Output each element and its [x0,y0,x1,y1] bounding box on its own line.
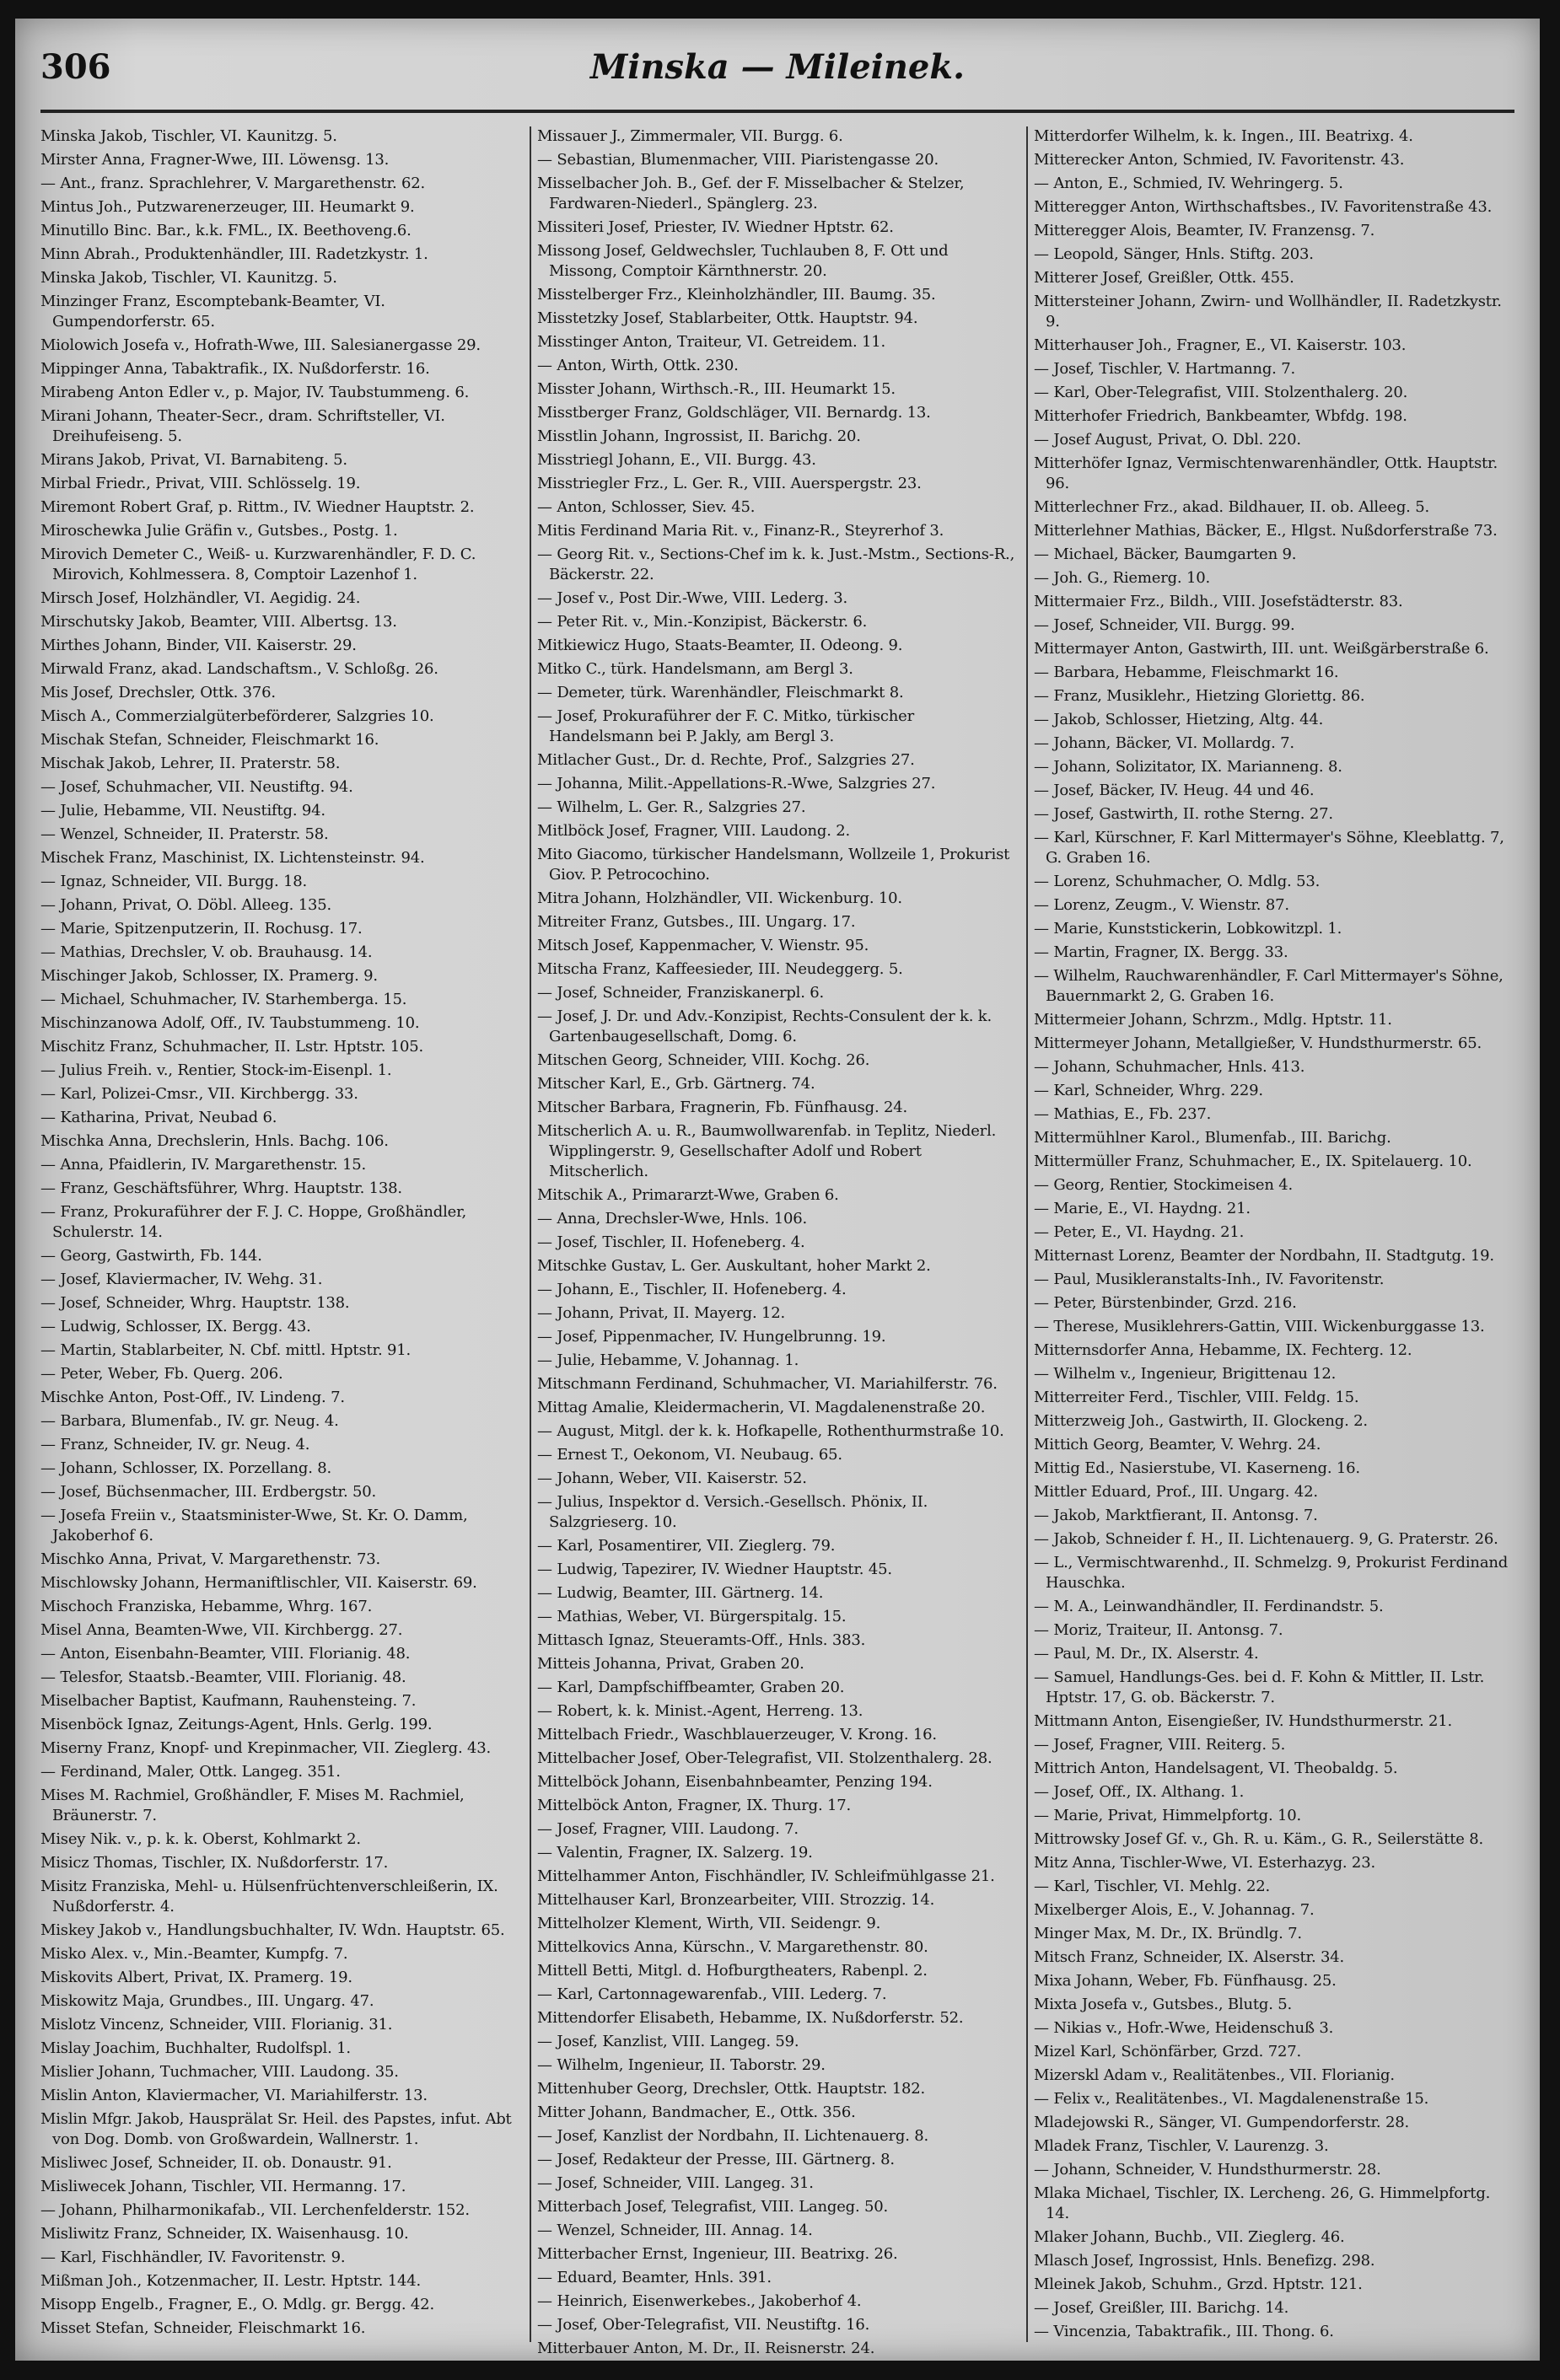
directory-entry: Minzinger Franz, Escomptebank-Beamter, VI. Gumpendorferstr. 65. [40,293,385,330]
directory-entry: Mirans Jakob, Privat, VI. Barnabiteng. 5. [40,451,347,469]
directory-entry: Mito Giacomo, türkischer Handelsmann, Wollzeile 1, Prokurist Giov. P. Petrocochino. [537,846,1010,884]
column-divider [1026,126,1028,2342]
directory-entry: — Karl, Cartonnagewarenfab., VIII. Lederg. 7. [537,1985,887,2003]
directory-entry: Mises M. Rachmiel, Großhändler, F. Mises M. Rachmiel, Bräunerstr. 7. [40,1786,465,1824]
directory-entry: — Valentin, Fragner, IX. Salzerg. 19. [537,1844,813,1862]
directory-entry: Mitterecker Anton, Schmied, IV. Favoritenstr. 43. [1034,151,1405,169]
directory-entry: — Franz, Prokuraführer der F. J. C. Hoppe, Großhändler, Schulerstr. 14. [40,1203,467,1241]
directory-entry: Mischlowsky Johann, Hermaniftlischler, VII. Kaiserstr. 69. [40,1574,477,1592]
directory-entry: Misey Nik. v., p. k. k. Oberst, Kohlmarkt 2. [40,1830,361,1848]
directory-entry: Missong Josef, Geldwechsler, Tuchlauben 8, F. Ott und Missong, Comptoir Kärnthnerstr. 20. [537,242,949,280]
directory-entry: Mischinger Jakob, Schlosser, IX. Pramerg. 9. [40,967,378,985]
directory-entry: Mittendorfer Elisabeth, Hebamme, IX. Nußdorferstr. 52. [537,2009,964,2027]
directory-entry: Mintus Joh., Putzwarenerzeuger, III. Heumarkt 9. [40,198,415,216]
directory-entry: — Johanna, Milit.-Appellations-R.-Wwe, Salzgries 27. [537,775,936,792]
directory-entry: Mitz Anna, Tischler-Wwe, VI. Esterhazyg. 23. [1034,1854,1375,1872]
directory-entry: Missiteri Josef, Priester, IV. Wiedner Hptstr. 62. [537,218,894,236]
directory-entry: — Josef, Off., IX. Althang. 1. [1034,1783,1245,1801]
directory-entry: Mittelböck Anton, Fragner, IX. Thurg. 17. [537,1797,852,1814]
directory-entry: — Therese, Musiklehrers-Gattin, VIII. Wickenburggasse 13. [1034,1318,1485,1335]
directory-entry: — Wenzel, Schneider, II. Praterstr. 58. [40,825,329,843]
directory-entry: Mitterlehner Mathias, Bäcker, E., Hlgst. Nußdorferstraße 73. [1034,522,1498,540]
directory-entry: — Heinrich, Eisenwerkebes., Jakoberhof 4. [537,2292,862,2310]
directory-entry: Mitschmann Ferdinand, Schuhmacher, VI. Mariahilferstr. 76. [537,1375,998,1393]
directory-entry: — Vincenzia, Tabaktrafik., III. Thong. 6. [1034,2323,1334,2340]
directory-entry: Mixelberger Alois, E., V. Johannag. 7. [1034,1901,1315,1919]
directory-entry: Mitkiewicz Hugo, Staats-Beamter, II. Odeong. 9. [537,637,903,654]
directory-entry: — Karl, Ober-Telegrafist, VIII. Stolzenthalerg. 20. [1034,384,1408,401]
directory-entry: — Michael, Schuhmacher, IV. Starhemberga. 15. [40,991,407,1008]
directory-entry: Mladejowski R., Sänger, VI. Gumpendorferstr. 28. [1034,2114,1409,2131]
directory-entry: — Mathias, E., Fb. 237. [1034,1105,1212,1123]
directory-entry: Misstlin Johann, Ingrossist, II. Barichg. 20. [537,427,861,445]
directory-entry: Misstriegler Frz., L. Ger. R., VIII. Auerspergstr. 23. [537,475,922,492]
directory-entry: — Paul, M. Dr., IX. Alserstr. 4. [1034,1645,1259,1663]
directory-entry: Misliwitz Franz, Schneider, IX. Waisenhausg. 10. [40,2225,409,2243]
directory-page [15,19,1540,2361]
directory-entry: Mlaka Michael, Tischler, IX. Lercheng. 26, G. Himmelpfortg. 14. [1034,2184,1491,2222]
directory-entry: — August, Mitgl. der k. k. Hofkapelle, Rothenthurmstraße 10. [537,1422,1004,1440]
directory-entry: Mlaker Johann, Buchb., VII. Zieglerg. 46. [1034,2228,1345,2246]
directory-entry: — Peter, Weber, Fb. Querg. 206. [40,1365,283,1383]
directory-entry: Mizel Karl, Schönfärber, Grzd. 727. [1034,2043,1301,2060]
page-header [40,47,1514,99]
directory-entry: Misset Stefan, Schneider, Fleischmarkt 16. [40,2319,366,2337]
directory-entry: — Jakob, Marktfierant, II. Antonsg. 7. [1034,1507,1318,1524]
directory-entry: Mirthes Johann, Binder, VII. Kaiserstr. 29. [40,637,357,654]
column-3 [1034,126,1516,2342]
directory-entry: — Josef, Schneider, Whrg. Hauptstr. 138. [40,1294,350,1312]
directory-entry: Mitterbauer Anton, M. Dr., II. Reisnerstr. 24. [537,2340,875,2357]
directory-entry: Misstinger Anton, Traiteur, VI. Getreidem. 11. [537,333,886,351]
directory-entry: Mirbal Friedr., Privat, VIII. Schlösselg. 19. [40,475,361,492]
directory-entry: Mittrich Anton, Handelsagent, VI. Theobaldg. 5. [1034,1759,1398,1777]
directory-entry: — Ernest T., Oekonom, VI. Neubaug. 65. [537,1446,842,1464]
directory-entry: Mlasch Josef, Ingrossist, Hnls. Benefizg. 298. [1034,2252,1375,2270]
directory-entry: — Leopold, Sänger, Hnls. Stiftg. 203. [1034,245,1314,263]
directory-entry: Mitscher Karl, E., Grb. Gärtnerg. 74. [537,1075,815,1093]
directory-entry: — Johann, Schlosser, IX. Porzellang. 8. [40,1459,332,1477]
directory-entry: Misliwecek Johann, Tischler, VII. Hermanng. 17. [40,2178,406,2195]
directory-entry: Mis Josef, Drechsler, Ottk. 376. [40,684,276,701]
directory-entry: Mitra Johann, Holzhändler, VII. Wickenburg. 10. [537,889,902,907]
directory-entry: Mischoch Franziska, Hebamme, Whrg. 167. [40,1598,373,1615]
directory-entry: Mixa Johann, Weber, Fb. Fünfhausg. 25. [1034,1972,1337,1990]
directory-entry: Misselbacher Joh. B., Gef. der F. Misselbacher & Stelzer, Fardwaren-Niederl., Spänglerg. 23. [537,175,965,212]
directory-entry: — Julie, Hebamme, V. Johannag. 1. [537,1351,799,1369]
directory-entry: Mittermeyer Johann, Metallgießer, V. Hundsthurmerstr. 65. [1034,1034,1482,1052]
directory-entry: — Barbara, Blumenfab., IV. gr. Neug. 4. [40,1412,339,1430]
directory-entry: Misster Johann, Wirthsch.-R., III. Heumarkt 15. [537,380,896,398]
directory-entry: — Martin, Stablarbeiter, N. Cbf. mittl. Hptstr. 91. [40,1341,412,1359]
directory-entry: Mitternast Lorenz, Beamter der Nordbahn, II. Stadtgutg. 19. [1034,1247,1494,1265]
directory-entry: Mitschen Georg, Schneider, VIII. Kochg. 26. [537,1051,870,1069]
directory-entry: — Ludwig, Schlosser, IX. Bergg. 43. [40,1318,311,1335]
directory-entry: Mittermayer Anton, Gastwirth, III. unt. Weißgärberstraße 6. [1034,640,1489,658]
directory-entry: Mittersteiner Johann, Zwirn- und Wollhändler, II. Radetzkystr. 9. [1034,293,1502,330]
directory-entry: — Paul, Musikleranstalts-Inh., IV. Favoritenstr. [1034,1271,1385,1288]
directory-entry: — Demeter, türk. Warenhändler, Fleischmarkt 8. [537,684,904,701]
directory-entry: Mittermüller Franz, Schuhmacher, E., IX. Spitelauerg. 10. [1034,1152,1472,1170]
directory-entry: Minn Abrah., Produktenhändler, III. Radetzkystr. 1. [40,245,428,263]
directory-entry: — Julius, Inspektor d. Versich.-Gesellsch. Phönix, II. Salzgrieserg. 10. [537,1493,928,1531]
directory-entry: Mixta Josefa v., Gutsbes., Blutg. 5. [1034,1996,1293,2013]
directory-entry: Mitterreiter Ferd., Tischler, VIII. Feldg. 15. [1034,1389,1359,1406]
directory-entry: Misstelberger Frz., Kleinholzhändler, III. Baumg. 35. [537,286,936,304]
directory-entry: Mittelhauser Karl, Bronzearbeiter, VIII. Strozzig. 14. [537,1891,935,1909]
directory-entry: Mitlacher Gust., Dr. d. Rechte, Prof., Salzgries 27. [537,751,915,769]
directory-entry: — Karl, Dampfschiffbeamter, Graben 20. [537,1679,845,1696]
directory-entry: — Josef, Büchsenmacher, III. Erdbergstr. 50. [40,1483,377,1501]
directory-entry: — Josef, Schuhmacher, VII. Neustiftg. 94. [40,778,353,796]
directory-entry: — Sebastian, Blumenmacher, VIII. Piaristengasse 20. [537,151,939,169]
directory-entry: Mislier Johann, Tuchmacher, VIII. Laudong. 35. [40,2063,399,2081]
directory-entry: Mleinek Jakob, Schuhm., Grzd. Hptstr. 121. [1034,2275,1363,2293]
directory-entry: Misel Anna, Beamten-Wwe, VII. Kirchbergg. 27. [40,1621,403,1639]
directory-entry: Mladek Franz, Tischler, V. Laurenzg. 3. [1034,2137,1329,2155]
directory-entry: Mislin Anton, Klaviermacher, VI. Mariahilferstr. 13. [40,2087,428,2104]
directory-entry: — Franz, Schneider, IV. gr. Neug. 4. [40,1436,310,1453]
directory-entry: — Josef, Fragner, VIII. Laudong. 7. [537,1820,799,1838]
directory-entry: Mittelkovics Anna, Kürschn., V. Margarethenstr. 80. [537,1938,928,1956]
directory-entry: — Karl, Schneider, Whrg. 229. [1034,1082,1263,1099]
directory-entry: Mischka Anna, Drechslerin, Hnls. Bachg. 106. [40,1132,389,1150]
directory-entry: — Michael, Bäcker, Baumgarten 9. [1034,545,1297,563]
directory-entry: Mittmann Anton, Eisengießer, IV. Hundsthurmerstr. 21. [1034,1712,1453,1730]
directory-entry: Mittelholzer Klement, Wirth, VII. Seidengr. 9. [537,1915,881,1932]
directory-entry: — Joh. G., Riemerg. 10. [1034,569,1210,587]
directory-entry: — Katharina, Privat, Neubad 6. [40,1109,277,1126]
running-head: Minska — Mileinek. [589,47,966,87]
directory-entry: Mittelbach Friedr., Waschblauerzeuger, V. Krong. 16. [537,1726,937,1743]
directory-entry: Mitternsdorfer Anna, Hebamme, IX. Fechterg. 12. [1034,1341,1412,1359]
directory-entry: — Josef, Tischler, II. Hofeneberg. 4. [537,1233,805,1251]
directory-entry: Mittenhuber Georg, Drechsler, Ottk. Hauptstr. 182. [537,2080,926,2098]
directory-entry: — Julie, Hebamme, VII. Neustiftg. 94. [40,802,325,819]
directory-entry: — Mathias, Drechsler, V. ob. Brauhausg. 14. [40,943,373,961]
directory-entry: — Georg, Rentier, Stockimeisen 4. [1034,1176,1294,1194]
directory-entry: — Anna, Drechsler-Wwe, Hnls. 106. [537,1210,808,1228]
directory-entry: — Anna, Pfaidlerin, IV. Margarethenstr. 15. [40,1156,366,1174]
directory-entry: Mitterhofer Friedrich, Bankbeamter, Wbfdg. 198. [1034,407,1407,425]
directory-entry: — Josef, Fragner, VIII. Reiterg. 5. [1034,1736,1286,1754]
directory-entry: Mitterer Josef, Greißler, Ottk. 455. [1034,269,1294,287]
directory-entry: — Barbara, Hebamme, Fleischmarkt 16. [1034,663,1339,681]
directory-entry: Mischak Stefan, Schneider, Fleischmarkt 16. [40,731,379,749]
directory-entry: Mittrowsky Josef Gf. v., Gh. R. u. Käm., G. R., Seilerstätte 8. [1034,1830,1484,1848]
directory-entry: Mirsch Josef, Holzhändler, VI. Aegidig. 24. [40,589,361,607]
directory-entry: — Franz, Geschäftsführer, Whrg. Hauptstr. 138. [40,1179,402,1197]
directory-entry: Misliwec Josef, Schneider, II. ob. Donaustr. 91. [40,2154,392,2172]
directory-entry: — Wilhelm, Ingenieur, II. Taborstr. 29. [537,2056,826,2074]
directory-entry: — Wilhelm, Rauchwarenhändler, F. Carl Mittermayer's Söhne, Bauernmarkt 2, G. Graben 16. [1034,967,1504,1005]
directory-entry: Mirani Johann, Theater-Secr., dram. Schriftsteller, VI. Dreihufeiseng. 5. [40,407,445,445]
directory-entry: Miremont Robert Graf, p. Rittm., IV. Wiedner Hauptstr. 2. [40,498,475,516]
directory-entry: — Karl, Kürschner, F. Karl Mittermayer's Söhne, Kleeblattg. 7, G. Graben 16. [1034,829,1504,867]
directory-entry: — Josef, Tischler, V. Hartmanng. 7. [1034,360,1295,378]
directory-entry: — Peter Rit. v., Min.-Konzipist, Bäckerstr. 6. [537,613,868,631]
directory-entry: Misch A., Commerzialgüterbeförderer, Salzgries 10. [40,707,434,725]
directory-entry: — Ignaz, Schneider, VII. Burgg. 18. [40,873,308,890]
directory-entry: Mitterlechner Frz., akad. Bildhauer, II. ob. Alleeg. 5. [1034,498,1429,516]
directory-entry: Mitreiter Franz, Gutsbes., III. Ungarg. 17. [537,913,856,931]
directory-entry: — Jakob, Schlosser, Hietzing, Altg. 44. [1034,711,1324,728]
directory-entry: — M. A., Leinwandhändler, II. Ferdinandstr. 5. [1034,1598,1384,1615]
directory-entry: Mittich Georg, Beamter, V. Wehrg. 24. [1034,1436,1321,1453]
directory-entry: Miroschewka Julie Gräfin v., Gutsbes., Postg. 1. [40,522,398,540]
directory-entry: Miserny Franz, Knopf- und Krepinmacher, VII. Zieglerg. 43. [40,1739,492,1757]
directory-entry: Mitterdorfer Wilhelm, k. k. Ingen., III. Beatrixg. 4. [1034,127,1413,145]
directory-entry: Mitter Johann, Bandmacher, E., Ottk. 356. [537,2103,856,2121]
directory-entry: — Ant., franz. Sprachlehrer, V. Margarethenstr. 62. [40,175,426,192]
directory-entry: Mirovich Demeter C., Weiß- u. Kurzwarenhändler, F. D. C. Mirovich, Kohlmessera. 8, Comptoir Lazenhof 1. [40,545,476,583]
directory-entry: Mittelböck Johann, Eisenbahnbeamter, Penzing 194. [537,1773,933,1791]
directory-entry: Misstberger Franz, Goldschläger, VII. Bernardg. 13. [537,404,931,422]
directory-entry: Mittelbacher Josef, Ober-Telegrafist, VII. Stolzenthalerg. 28. [537,1749,992,1767]
directory-entry: Mittermeier Johann, Schrzm., Mdlg. Hptstr. 11. [1034,1011,1392,1029]
directory-entry: Mirster Anna, Fragner-Wwe, III. Löwensg. 13. [40,151,390,169]
directory-entry: Mislotz Vincenz, Schneider, VIII. Florianig. 31. [40,2016,393,2033]
directory-entry: — Josef, Prokuraführer der F. C. Mitko, türkischer Handelsmann bei P. Jakly, am Bergl 3. [537,707,915,745]
column-2 [537,126,1019,2357]
directory-entry: — Felix v., Realitätenbes., VI. Magdalenenstraße 15. [1034,2090,1429,2108]
directory-entry: — Martin, Fragner, IX. Bergg. 33. [1034,943,1288,961]
directory-entry: — Josef, Ober-Telegrafist, VII. Neustiftg. 16. [537,2316,870,2334]
directory-entry: Mitterbacher Ernst, Ingenieur, III. Beatrixg. 26. [537,2245,898,2263]
directory-entry: Mizerskl Adam v., Realitätenbes., VII. Florianig. [1034,2066,1395,2084]
directory-entry: Minska Jakob, Tischler, VI. Kaunitzg. 5. [40,127,337,145]
directory-entry: Mirabeng Anton Edler v., p. Major, IV. Taubstummeng. 6. [40,384,470,401]
directory-entry: — Lorenz, Schuhmacher, O. Mdlg. 53. [1034,873,1321,890]
directory-entry: — Anton, Wirth, Ottk. 230. [537,357,739,374]
directory-entry: — Johann, Philharmonikafab., VII. Lerchenfelderstr. 152. [40,2201,470,2219]
directory-entry: Misitz Franziska, Mehl- u. Hülsenfrüchtenverschleißerin, IX. Nußdorferstr. 4. [40,1878,498,1915]
directory-entry: Mißman Joh., Kotzenmacher, II. Lestr. Hptstr. 144. [40,2272,421,2290]
directory-entry: — Ferdinand, Maler, Ottk. Langeg. 351. [40,1763,341,1781]
directory-entry: — Anton, Eisenbahn-Beamter, VIII. Florianig. 48. [40,1645,411,1663]
directory-entry: — Josef, Pippenmacher, IV. Hungelbrunng. 19. [537,1328,886,1346]
directory-entry: — Josef, Bäcker, IV. Heug. 44 und 46. [1034,782,1315,799]
directory-entry: Mittag Amalie, Kleidermacherin, VI. Magdalenenstraße 20. [537,1399,986,1416]
directory-entry: — Marie, Privat, Himmelpfortg. 10. [1034,1807,1302,1824]
directory-entry: Mippinger Anna, Tabaktrafik., IX. Nußdorferstr. 16. [40,360,430,378]
directory-entry: — Anton, E., Schmied, IV. Wehringerg. 5. [1034,175,1343,192]
directory-entry: Mitlböck Josef, Fragner, VIII. Laudong. 2. [537,822,851,840]
directory-entry: Mislay Joachim, Buchhalter, Rudolfspl. 1. [40,2039,351,2057]
directory-entry: — Wenzel, Schneider, III. Annag. 14. [537,2222,813,2239]
directory-entry: — Johann, Schneider, V. Hundsthurmerstr. 28. [1034,2161,1381,2179]
directory-entry: Mitterbach Josef, Telegrafist, VIII. Langeg. 50. [537,2198,889,2216]
directory-entry: Mitschik A., Primararzt-Wwe, Graben 6. [537,1186,839,1204]
directory-entry: Miskovits Albert, Privat, IX. Pramerg. 19. [40,1969,352,1986]
directory-entry: Misopp Engelb., Fragner, E., O. Mdlg. gr. Bergg. 42. [40,2296,434,2313]
directory-entry: — Samuel, Handlungs-Ges. bei d. F. Kohn & Mittler, II. Lstr. Hptstr. 17, G. ob. Bäckerstr. 7. [1034,1668,1485,1706]
directory-entry: Misstetzky Josef, Stablarbeiter, Ottk. Hauptstr. 94. [537,309,918,327]
directory-entry: — Johann, Bäcker, VI. Mollardg. 7. [1034,734,1294,752]
directory-entry: — Georg Rit. v., Sections-Chef im k. k. Just.-Mstm., Sections-R., Bäckerstr. 22. [537,545,1015,583]
directory-entry: Miselbacher Baptist, Kaufmann, Rauhensteing. 7. [40,1692,417,1710]
header-rule [40,110,1514,113]
directory-entry: Misicz Thomas, Tischler, IX. Nußdorferstr. 17. [40,1854,389,1872]
directory-entry: Mittig Ed., Nasierstube, VI. Kaserneng. 16. [1034,1459,1360,1477]
directory-entry: Mitis Ferdinand Maria Rit. v., Finanz-R., Steyrerhof 3. [537,522,944,540]
directory-entry: Miolowich Josefa v., Hofrath-Wwe, III. Salesianergasse 29. [40,336,481,354]
directory-entry: Misko Alex. v., Min.-Beamter, Kumpfg. 7. [40,1945,348,1963]
directory-entry: — Josef, Greißler, III. Barichg. 14. [1034,2299,1289,2317]
directory-entry: — Peter, E., VI. Haydng. 21. [1034,1223,1245,1241]
directory-entry: Mitsch Franz, Schneider, IX. Alserstr. 34. [1034,1948,1345,1966]
directory-entry: Mischek Franz, Maschinist, IX. Lichtensteinstr. 94. [40,849,425,867]
directory-columns [40,126,1516,2357]
directory-entry: Mitsch Josef, Kappenmacher, V. Wienstr. 95. [537,937,869,954]
directory-entry: — Johann, Solizitator, IX. Marianneng. 8. [1034,758,1342,776]
directory-entry: — Johann, E., Tischler, II. Hofeneberg. 4. [537,1281,847,1298]
directory-entry: — Josef, J. Dr. und Adv.-Konzipist, Rechts-Consulent der k. k. Gartenbaugesellschaft, Domg. 6. [537,1007,992,1045]
directory-entry: Mitscha Franz, Kaffeesieder, III. Neudeggerg. 5. [537,960,903,978]
directory-entry: — Julius Freih. v., Rentier, Stock-im-Eisenpl. 1. [40,1061,392,1079]
directory-entry: — Ludwig, Beamter, III. Gärtnerg. 14. [537,1584,824,1602]
directory-entry: — Anton, Schlosser, Siev. 45. [537,498,756,516]
directory-entry: — Johann, Schuhmacher, Hnls. 413. [1034,1058,1305,1076]
directory-entry: Mitteis Johanna, Privat, Graben 20. [537,1655,804,1673]
directory-entry: — Josef v., Post Dir.-Wwe, VIII. Lederg. 3. [537,589,847,607]
directory-entry: — Josefa Freiin v., Staatsminister-Wwe, St. Kr. O. Damm, Jakoberhof 6. [40,1507,468,1545]
directory-entry: — Marie, Spitzenputzerin, II. Rochusg. 17. [40,920,363,937]
directory-entry: Mittell Betti, Mitgl. d. Hofburgtheaters, Rabenpl. 2. [537,1962,928,1980]
directory-entry: Mirschutsky Jakob, Beamter, VIII. Albertsg. 13. [40,613,397,631]
directory-entry: — Karl, Fischhändler, IV. Favoritenstr. 9. [40,2248,346,2266]
directory-entry: — Johann, Privat, O. Döbl. Alleeg. 135. [40,896,331,914]
directory-entry: Mirwald Franz, akad. Landschaftsm., V. Schloßg. 26. [40,660,438,678]
directory-entry: Mischko Anna, Privat, V. Margarethenstr. 73. [40,1550,380,1568]
directory-entry: — Wilhelm, L. Ger. R., Salzgries 27. [537,798,806,816]
directory-entry: — Nikias v., Hofr.-Wwe, Heidenschuß 3. [1034,2019,1334,2037]
directory-entry: — Karl, Polizei-Cmsr., VII. Kirchbergg. 33. [40,1085,358,1103]
directory-entry: — Josef, Gastwirth, II. rothe Sterng. 27. [1034,805,1333,823]
directory-entry: Mitko C., türk. Handelsmann, am Bergl 3. [537,660,853,678]
column-1 [40,126,523,2342]
directory-entry: — Eduard, Beamter, Hnls. 391. [537,2269,772,2286]
directory-entry: — L., Vermischtwarenhd., II. Schmelzg. 9, Prokurist Ferdinand Hauschka. [1034,1554,1509,1592]
directory-entry: — Lorenz, Zeugm., V. Wienstr. 87. [1034,896,1289,914]
directory-entry: — Georg, Gastwirth, Fb. 144. [40,1247,262,1265]
directory-entry: Mitterzweig Joh., Gastwirth, II. Glockeng. 2. [1034,1412,1368,1430]
directory-entry: Mitteregger Anton, Wirthschaftsbes., IV. Favoritenstraße 43. [1034,198,1493,216]
directory-entry: — Robert, k. k. Minist.-Agent, Herreng. 13. [537,1702,863,1720]
directory-entry: Mittler Eduard, Prof., III. Ungarg. 42. [1034,1483,1318,1501]
directory-entry: — Marie, E., VI. Haydng. 21. [1034,1200,1251,1217]
directory-entry: Minutillo Binc. Bar., k.k. FML., IX. Beethoveng.6. [40,222,412,239]
directory-entry: Mitscherlich A. u. R., Baumwollwarenfab. in Teplitz, Niederl. Wipplingerstr. 9, Gesellschafter Adolf und Robert Mitscherlich. [537,1122,997,1180]
directory-entry: Mitschke Gustav, L. Ger. Auskultant, hoher Markt 2. [537,1257,931,1275]
directory-entry: — Peter, Bürstenbinder, Grzd. 216. [1034,1294,1297,1312]
directory-entry: — Franz, Musiklehr., Hietzing Gloriettg. 86. [1034,687,1365,705]
directory-entry: Miskowitz Maja, Grundbes., III. Ungarg. 47. [40,1992,374,2010]
directory-entry: — Johann, Privat, II. Mayerg. 12. [537,1304,786,1322]
directory-entry: — Karl, Posamentirer, VII. Zieglerg. 79. [537,1537,836,1555]
directory-entry: — Josef, Kanzlist, VIII. Langeg. 59. [537,2033,799,2050]
directory-entry: Mischitz Franz, Schuhmacher, II. Lstr. Hptstr. 105. [40,1038,424,1056]
directory-entry: Mischinzanowa Adolf, Off., IV. Taubstummeng. 10. [40,1014,420,1032]
directory-entry: Minska Jakob, Tischler, VI. Kaunitzg. 5. [40,269,337,287]
directory-entry: — Mathias, Weber, VI. Bürgerspitalg. 15. [537,1608,847,1625]
directory-entry: — Josef, Redakteur der Presse, III. Gärtnerg. 8. [537,2151,895,2168]
directory-entry: Mitterhöfer Ignaz, Vermischtenwarenhändler, Ottk. Hauptstr. 96. [1034,454,1498,492]
directory-entry: Mittasch Ignaz, Steueramts-Off., Hnls. 383. [537,1631,866,1649]
directory-entry: Minger Max, M. Dr., IX. Bründlg. 7. [1034,1925,1302,1942]
directory-entry: — Marie, Kunststickerin, Lobkowitzpl. 1. [1034,920,1342,937]
directory-entry: — Josef, Schneider, Franziskanerpl. 6. [537,984,825,1002]
directory-entry: Mischak Jakob, Lehrer, II. Praterstr. 58. [40,755,341,772]
directory-entry: — Josef August, Privat, O. Dbl. 220. [1034,431,1301,449]
directory-entry: Mittermühlner Karol., Blumenfab., III. Barichg. [1034,1129,1391,1147]
directory-entry: — Karl, Tischler, VI. Mehlg. 22. [1034,1878,1271,1895]
column-divider [530,126,531,2342]
directory-entry: — Josef, Kanzlist der Nordbahn, II. Lichtenauerg. 8. [537,2127,929,2145]
directory-entry: — Josef, Klaviermacher, IV. Wehg. 31. [40,1271,323,1288]
directory-entry: Mittermaier Frz., Bildh., VIII. Josefstädterstr. 83. [1034,593,1403,610]
directory-entry: — Wilhelm v., Ingenieur, Brigittenau 12. [1034,1365,1337,1383]
page-number: 306 [40,47,111,87]
directory-entry: Mitteregger Alois, Beamter, IV. Franzensg. 7. [1034,222,1375,239]
directory-entry: — Ludwig, Tapezirer, IV. Wiedner Hauptstr. 45. [537,1561,892,1578]
directory-entry: Misstriegl Johann, E., VII. Burgg. 43. [537,451,816,469]
directory-entry: Mitterhauser Joh., Fragner, E., VI. Kaiserstr. 103. [1034,336,1407,354]
directory-entry: — Josef, Schneider, VII. Burgg. 99. [1034,616,1295,634]
directory-entry: — Josef, Schneider, VIII. Langeg. 31. [537,2174,814,2192]
directory-entry: — Moriz, Traiteur, II. Antonsg. 7. [1034,1621,1283,1639]
directory-entry: Miskey Jakob v., Handlungsbuchhalter, IV. Wdn. Hauptstr. 65. [40,1921,505,1939]
directory-entry: Mittelhammer Anton, Fischhändler, IV. Schleifmühlgasse 21. [537,1867,995,1885]
directory-entry: Mitscher Barbara, Fragnerin, Fb. Fünfhausg. 24. [537,1099,908,1116]
directory-entry: — Telesfor, Staatsb.-Beamter, VIII. Florianig. 48. [40,1668,406,1686]
directory-entry: Missauer J., Zimmermaler, VII. Burgg. 6. [537,127,843,145]
directory-entry: — Jakob, Schneider f. H., II. Lichtenauerg. 9, G. Praterstr. 26. [1034,1530,1498,1548]
directory-entry: Mischke Anton, Post-Off., IV. Lindeng. 7. [40,1389,345,1406]
directory-entry: Mislin Mfgr. Jakob, Hausprälat Sr. Heil. des Papstes, infut. Abt von Dog. Domb. von Großwardein, Wallnerstr. 1. [40,2110,512,2148]
directory-entry: Misenböck Ignaz, Zeitungs-Agent, Hnls. Gerlg. 199. [40,1716,433,1733]
directory-entry: — Johann, Weber, VII. Kaiserstr. 52. [537,1469,807,1487]
